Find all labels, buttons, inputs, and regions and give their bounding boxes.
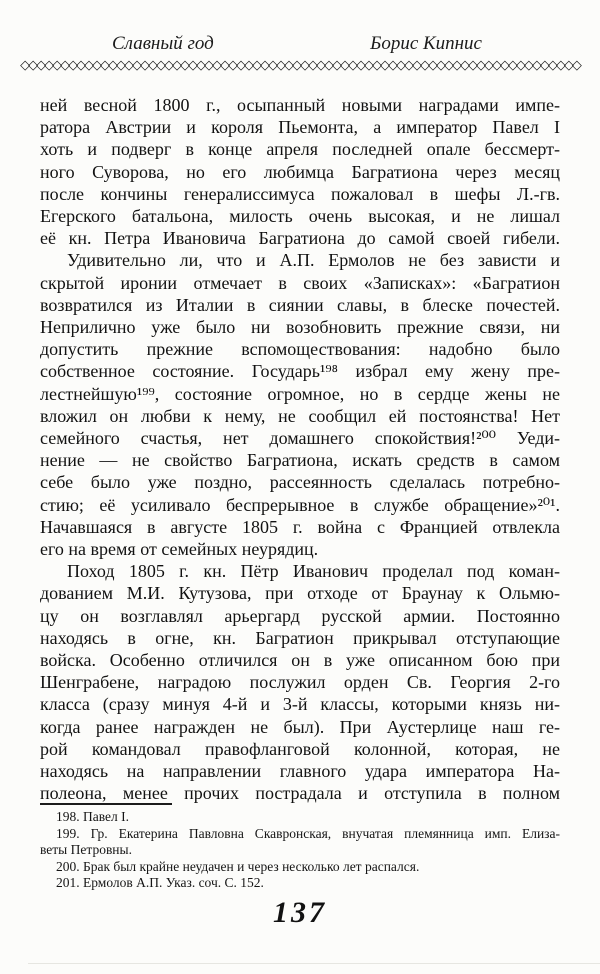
text-line: ратора Австрии и короля Пьемонта, а император Павел I	[40, 117, 560, 138]
text-line: ного Суворова, но его любимца Багратиона через месяц	[40, 161, 560, 182]
paragraph	[40, 249, 560, 560]
text-line: возвратился из Италии в сиянии славы, в блеске почестей.	[40, 294, 560, 315]
scan-artifact-line	[28, 963, 600, 964]
text-line: семейного счастья, нет домашнего спокойствия!²⁰⁰ Уеди-	[40, 428, 560, 449]
text-line: находясь в огне, кн. Багратион прикрывал отступающие	[40, 627, 560, 648]
page-number: 137	[273, 896, 327, 929]
text-line: когда ранее награжден не был). При Аустерлице наш ге-	[40, 716, 560, 737]
text-line: её кн. Петра Ивановича Багратиона до самой своей гибели.	[40, 228, 560, 249]
footnotes	[40, 803, 560, 892]
header-author: Борис Кипнис	[370, 33, 482, 54]
text-line: Начавшаяся в августе 1805 г. война с Францией отвлекла	[40, 516, 560, 537]
paragraph	[40, 94, 560, 249]
text-line: допустить прежние вспомоществования: надобно было	[40, 339, 560, 360]
text-line: класса (сразу минуя 4-й и 3-й классы, которыми князь ни-	[40, 694, 560, 715]
text-line: дованием М.И. Кутузова, при отходе от Браунау к Ольмю-	[40, 583, 560, 604]
footnote-line: веты Петровны.	[40, 842, 132, 858]
text-line: вложил он любви к нему, не сообщил ей постоянства! Нет	[40, 405, 560, 426]
text-line: скрытой иронии отмечает в своих «Записках»: «Багратион	[40, 272, 560, 293]
text-line: рой командовал правофланговой колонной, которая, не	[40, 738, 560, 759]
text-line: хоть и подверг в конце апреля последней опале бессмерт-	[40, 139, 560, 160]
paragraph	[40, 560, 560, 804]
text-line: войска. Особенно отличился он в уже описанном бою при	[40, 650, 560, 671]
running-header	[0, 33, 600, 55]
footnote-line: 198. Павел I.	[56, 809, 130, 824]
footnote-line: 201. Ермолов А.П. Указ. соч. С. 152.	[56, 875, 264, 891]
header-book-title: Славный год	[112, 33, 214, 54]
text-line: себе было уже поздно, рассеянность сделалась потребно-	[40, 472, 560, 493]
text-line: его на время от семейных неурядиц.	[40, 539, 319, 560]
text-line: собственное состояние. Государь¹⁹⁸ избрал ему жену пре-	[40, 361, 560, 382]
text-line: нение — не свойство Багратиона, искать средств в самом	[40, 450, 560, 471]
text-line: Поход 1805 г. кн. Пётр Иванович проделал под коман-	[67, 561, 560, 582]
text-line: полеона, менее прочих пострадала и отступила в полном	[40, 783, 560, 804]
ornament-diamond-rule: ◇◇◇◇◇◇◇◇◇◇◇◇◇◇◇◇◇◇◇◇◇◇◇◇◇◇◇◇◇◇◇◇◇◇◇◇◇◇◇◇◇◇◇◇◇◇◇◇◇◇◇◇◇◇◇◇◇◇◇◇◇◇◇◇◇◇◇◇◇◇	[20, 58, 580, 73]
text-line: Удивительно ли, что и А.П. Ермолов не без зависти и	[67, 250, 560, 271]
footnote-line: 199. Гр. Екатерина Павловна Скавронская, внучатая племянница имп. Елиза-	[56, 825, 560, 841]
text-line: лестнейшую¹⁹⁹, состояние огромное, но в сердце жены не	[40, 383, 560, 404]
text-line: после кончины генералиссимуса пожаловал в шефы Л.-гв.	[40, 183, 560, 204]
text-line: Неприлично уже было ни возобновить прежние связи, ни	[40, 317, 560, 338]
footnote-line: 200. Брак был крайне неудачен и через несколько лет распался.	[56, 858, 420, 874]
text-line: Шенграбене, наградою послужил орден Св. Георгия 2-го	[40, 672, 560, 693]
text-line: стию; её усиливало беспрерывное в службе обращение»²⁰¹.	[40, 494, 560, 515]
body-text	[40, 94, 560, 805]
text-line: ней весной 1800 г., осыпанный новыми наградами импе-	[40, 95, 560, 115]
text-line: цу он возглавлял арьергард русской армии. Постоянно	[40, 605, 560, 626]
footnote-separator	[40, 803, 172, 805]
footnote-list	[40, 809, 560, 892]
text-line: находясь на направлении главного удара императора На-	[40, 761, 560, 782]
text-line: Егерского батальона, милость очень высокая, и не лишал	[40, 206, 560, 227]
